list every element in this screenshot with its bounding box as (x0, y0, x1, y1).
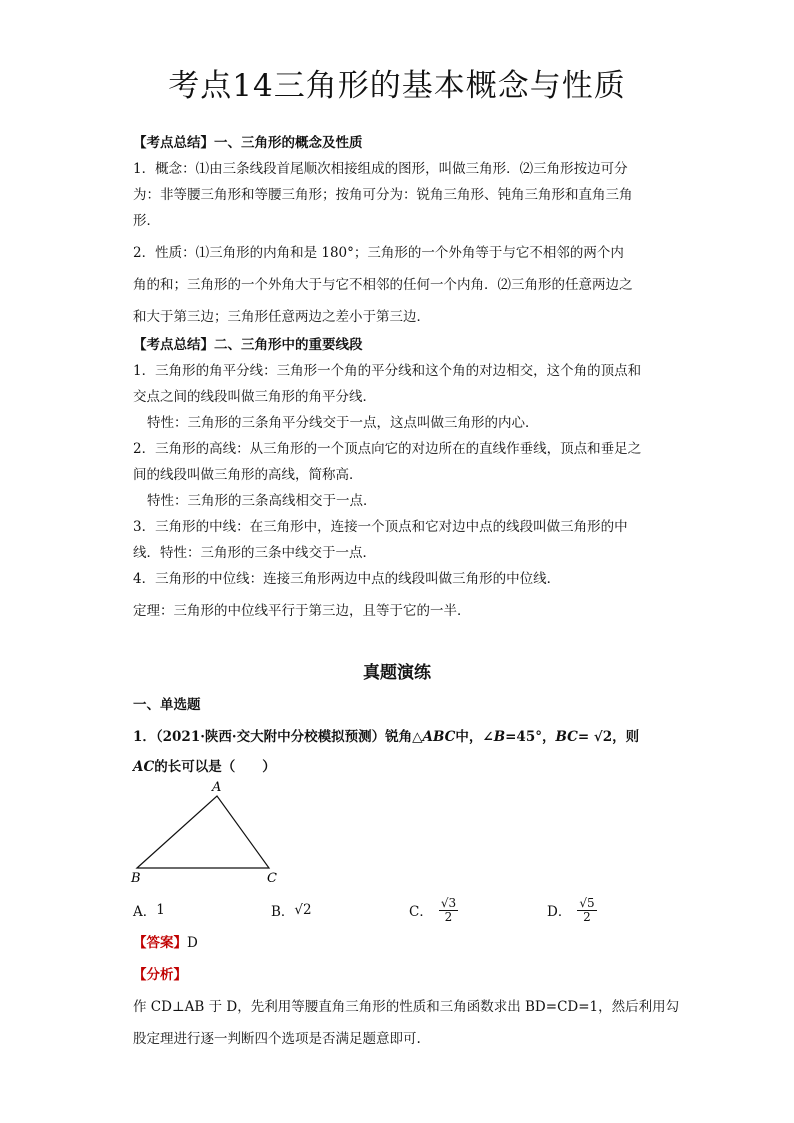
answer-line (133, 930, 663, 956)
option-value: √2 (294, 902, 312, 918)
angle-bisector-property: 特性：三角形的三条角平分线交于一点，这点叫做三角形的内心． (147, 415, 539, 431)
question-prefix: 1．（2021·陕西·交大附中分校模拟预测）锐角△ (133, 729, 423, 745)
vertex-a-label: A (212, 780, 222, 795)
summary-heading-text: 二、三角形中的重要线段 (214, 337, 363, 353)
summary-label: 【考点总结】 (133, 135, 214, 151)
answer-options (133, 890, 663, 930)
analysis-line-1: 作 CD⊥AB 于 D，先利用等腰直角三角形的性质和三角函数求出 BD=CD=1，然后利用勾 (133, 999, 680, 1015)
concept-line-3: 形． (133, 213, 160, 229)
answer-section (133, 930, 680, 1052)
midline-definition: 4．三角形的中位线：连接三角形两边中点的线段叫做三角形的中位线． (133, 571, 561, 587)
fraction-denominator: 2 (444, 909, 453, 924)
property-line-1: 2．性质：⑴三角形的内角和是 180°；三角形的一个外角等于与它不相邻的两个内 (133, 245, 624, 261)
fraction-numerator: √5 (579, 895, 595, 910)
option-fraction (439, 897, 458, 924)
practice-title: 真题演练 (363, 663, 431, 683)
altitude-line-1: 2．三角形的高线：从三角形的一个顶点向它的对边所在的直线作垂线，顶点和垂足之 (133, 441, 642, 457)
question-tail: 的长可以是（ ） (154, 759, 276, 775)
option-value: 1 (156, 902, 165, 918)
fraction-numerator: √3 (440, 895, 457, 910)
fraction-denominator: 2 (583, 909, 591, 924)
triangle-name: ABC (422, 729, 456, 745)
option-d[interactable] (547, 890, 597, 930)
concept-line-2: 为：非等腰三角形和等腰三角形；按角可分为：锐角三角形、钝角三角形和直角三角 (133, 187, 633, 203)
vertex-c-label: C (267, 871, 277, 886)
option-fraction (577, 897, 596, 924)
summary-heading-1 (133, 130, 663, 156)
option-letter: B． (271, 904, 295, 920)
triangle-figure (125, 778, 285, 888)
question-mid: 中，∠ (455, 729, 494, 745)
property-line-2: 角的和；三角形的一个外角大于与它不相邻的任何一个内角．⑵三角形的任意两边之 (133, 277, 633, 293)
angle-bisector-line-2: 交点之间的线段叫做三角形的角平分线． (133, 389, 376, 405)
question-stem-line-1 (133, 724, 663, 750)
concept-line-1: 1．概念：⑴由三条线段首尾顺次相接组成的图形，叫做三角形．⑵三角形按边可分 (133, 161, 628, 177)
page-title: 考点14三角形的基本概念与性质 (168, 68, 626, 104)
option-b[interactable] (271, 890, 312, 930)
summary-section-1 (133, 130, 663, 330)
altitude-line-2: 间的线段叫做三角形的高线，简称高． (133, 467, 363, 483)
subsection-heading: 一、单选题 (133, 697, 201, 713)
altitude-property: 特性：三角形的三条高线相交于一点． (147, 493, 377, 509)
vertex-b-label: B (131, 871, 141, 886)
option-letter: A． (133, 904, 157, 920)
summary-heading-text: 一、三角形的概念及性质 (214, 135, 363, 151)
property-line-3: 和大于第三边；三角形任意两边之差小于第三边． (133, 309, 430, 325)
option-letter: C． (409, 904, 433, 920)
summary-label: 【考点总结】 (133, 337, 214, 353)
analysis-line-2: 股定理进行逐一判断四个选项是否满足题意即可. (133, 1031, 421, 1047)
angle-b: B (493, 729, 506, 745)
triangle-shape (137, 796, 269, 868)
side-bc: BC (555, 729, 578, 745)
side-ac: AC (133, 759, 155, 775)
option-letter: D． (547, 904, 572, 920)
angle-value: =45°， (505, 729, 556, 745)
summary-heading-2 (133, 332, 663, 358)
option-c[interactable] (409, 890, 458, 930)
answer-label: 【答案】 (133, 935, 187, 951)
answer-value: D (187, 935, 198, 951)
side-bc-value: = √2，则 (577, 729, 640, 745)
analysis-label: 【分析】 (133, 967, 187, 983)
midline-theorem: 定理：三角形的中位线平行于第三边，且等于它的一半． (133, 603, 471, 619)
question-stem-line-2 (133, 754, 663, 780)
median-line-2: 线．特性：三角形的三条中线交于一点． (133, 545, 376, 561)
option-a[interactable] (133, 890, 165, 930)
question-1 (133, 692, 663, 780)
angle-bisector-line-1: 1．三角形的角平分线：三角形一个角的平分线和这个角的对边相交，这个角的顶点和 (133, 363, 642, 379)
median-line-1: 3．三角形的中线：在三角形中，连接一个顶点和它对边中点的线段叫做三角形的中 (133, 519, 628, 535)
summary-section-2 (133, 332, 663, 624)
